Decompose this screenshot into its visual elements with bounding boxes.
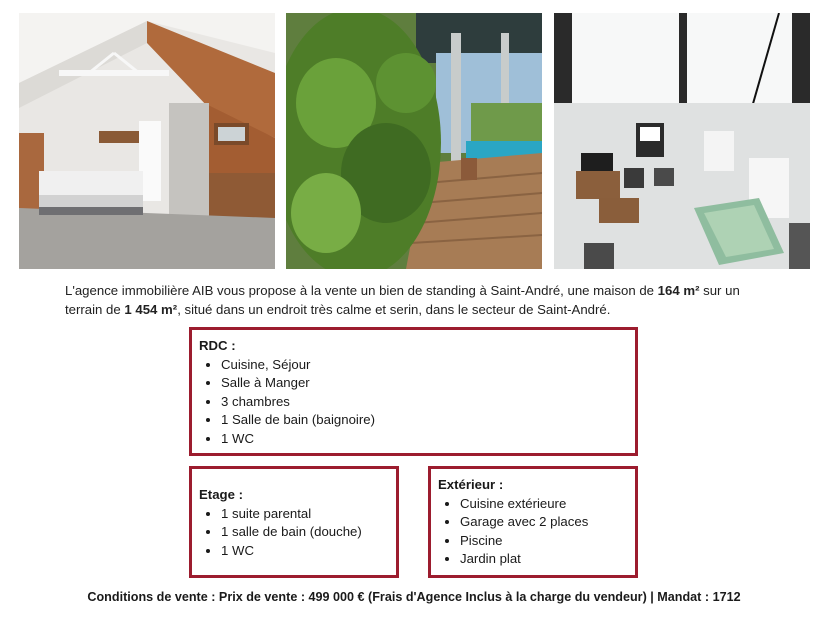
intro-text-1: L'agence immobilière AIB vous propose à la vente un bien de standing à Saint-André, une maison de xyxy=(65,283,658,298)
list-item: Jardin plat xyxy=(460,550,625,569)
etage-list xyxy=(199,505,386,561)
list-item: 1 Salle de bain (baignoire) xyxy=(221,411,625,430)
rdc-list xyxy=(199,356,625,449)
bedroom-photo xyxy=(19,13,275,269)
exterieur-title: Extérieur : xyxy=(438,477,504,492)
list-item: Cuisine, Séjour xyxy=(221,356,625,375)
property-description xyxy=(65,281,765,319)
list-item: Salle à Manger xyxy=(221,374,625,393)
list-item: 1 WC xyxy=(221,430,625,449)
land-surface: 1 454 m² xyxy=(124,302,178,317)
etage-box xyxy=(189,466,399,578)
rdc-box xyxy=(189,327,638,456)
list-item: 1 WC xyxy=(221,542,386,561)
list-item: 3 chambres xyxy=(221,393,625,412)
list-item: Cuisine extérieure xyxy=(460,495,625,514)
intro-text-3: , situé dans un endroit très calme et serin, dans le secteur de Saint-André. xyxy=(177,302,611,317)
etage-title: Etage : xyxy=(199,487,243,502)
list-item: Garage avec 2 places xyxy=(460,513,625,532)
list-item: Piscine xyxy=(460,532,625,551)
terrace-pool-photo xyxy=(286,13,542,269)
rdc-title: RDC : xyxy=(199,338,236,353)
house-surface: 164 m² xyxy=(657,283,700,298)
exterieur-box xyxy=(428,466,638,578)
intro-text-2: sur un terrain de xyxy=(65,283,740,317)
list-item: 1 salle de bain (douche) xyxy=(221,523,386,542)
sale-conditions: Conditions de vente : Prix de vente : 499 000 € (Frais d'Agence Inclus à la charge du vendeur) | Mandat : 1712 xyxy=(87,590,741,604)
list-item: 1 suite parental xyxy=(221,505,386,524)
exterieur-list xyxy=(438,495,625,569)
living-room-photo xyxy=(554,13,810,269)
